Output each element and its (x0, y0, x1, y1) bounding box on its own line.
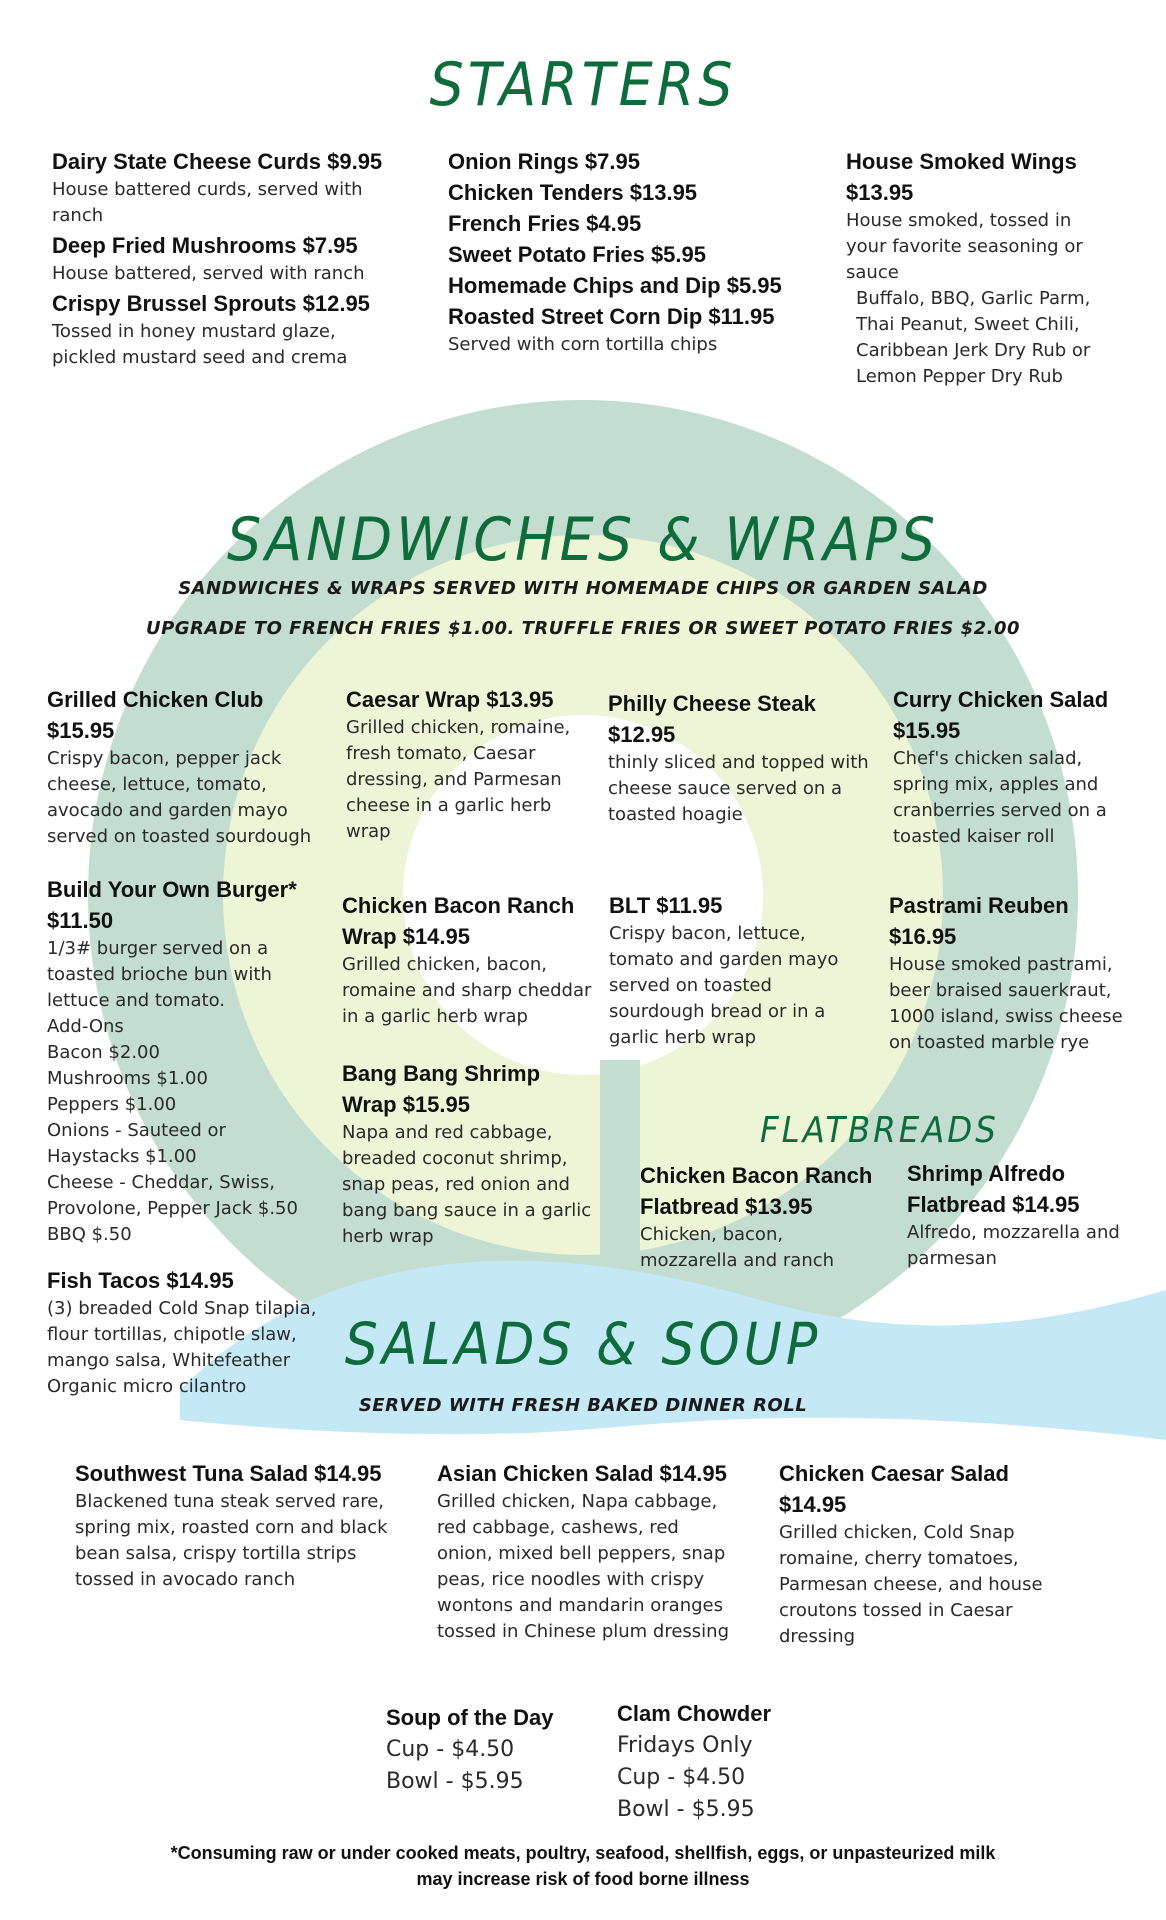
menu-item-bang-bang-shrimp-wrap (342, 1058, 597, 1250)
ring-stem (600, 1060, 640, 1280)
item-corn-dip: Roasted Street Corn Dip $11.95 (448, 304, 775, 329)
sandwiches-heading: SANDWICHES & WRAPS (226, 505, 940, 575)
item-desc: Blackened tuna steak served rare, spring mix, roasted corn and black bean salsa, crispy tortilla strips tossed in avocado ranch (75, 1491, 388, 1590)
item-name: Clam Chowder (617, 1701, 772, 1726)
addon-bbq: BBQ $.50 (47, 1224, 132, 1245)
menu-item-pastrami-reuben (889, 890, 1129, 1056)
item-name: Philly Cheese Steak $12.95 (608, 691, 816, 747)
menu-item-wings (846, 146, 1106, 390)
menu-item-build-burger (47, 874, 317, 1248)
item-name: Fish Tacos $14.95 (47, 1268, 234, 1293)
menu-item-curry-chicken-salad (893, 684, 1123, 850)
item-name: Caesar Wrap $13.95 (346, 687, 554, 712)
item-name: Grilled Chicken Club $15.95 (47, 687, 264, 743)
item-name: BLT $11.95 (609, 893, 723, 918)
item-name: Dairy State Cheese Curds $9.95 (52, 149, 383, 174)
menu-item-chicken-bacon-ranch-wrap (342, 890, 597, 1030)
menu-item-philly-cheese-steak (608, 688, 878, 828)
item-desc: Grilled chicken, romaine, fresh tomato, Caesar dressing, and Parmesan cheese in a garlic herb wrap (346, 717, 571, 842)
menu-item-blt (609, 890, 864, 1051)
item-french-fries: French Fries $4.95 (448, 211, 642, 236)
menu-item-cbr-flatbread (640, 1160, 885, 1274)
item-when: Fridays Only (617, 1733, 753, 1758)
starters-heading: STARTERS (429, 50, 737, 120)
item-cup: Cup - $4.50 (386, 1737, 515, 1762)
item-chicken-tenders: Chicken Tenders $13.95 (448, 180, 698, 205)
sandwiches-upgrade-note: UPGRADE TO FRENCH FRIES $1.00. TRUFFLE FRIES OR SWEET POTATO FRIES $2.00 (145, 618, 1021, 639)
menu-item-asian-chicken-salad (437, 1458, 737, 1645)
item-name: Bang Bang Shrimp Wrap $15.95 (342, 1061, 541, 1117)
item-sweet-potato-fries: Sweet Potato Fries $5.95 (448, 242, 706, 267)
item-onion-rings: Onion Rings $7.95 (448, 149, 640, 174)
item-corn-dip-desc: Served with corn tortilla chips (448, 334, 718, 355)
flatbreads-heading: FLATBREADS (760, 1110, 999, 1151)
item-name: Curry Chicken Salad $15.95 (893, 687, 1109, 743)
item-desc: Grilled chicken, bacon, romaine and sharp cheddar in a garlic herb wrap (342, 954, 592, 1027)
allergy-disclaimer (0, 1840, 1166, 1892)
addon-peppers: Peppers $1.00 (47, 1094, 177, 1115)
item-name: Shrimp Alfredo Flatbread $14.95 (907, 1161, 1080, 1217)
item-flavors: Buffalo, BBQ, Garlic Parm, Thai Peanut, Sweet Chili, Caribbean Jerk Dry Rub or Lemon Pepper Dry Rub (856, 288, 1091, 387)
addon-mushrooms: Mushrooms $1.00 (47, 1068, 208, 1089)
addon-onions: Onions - Sauteed or Haystacks $1.00 (47, 1120, 226, 1167)
item-name: Asian Chicken Salad $14.95 (437, 1461, 727, 1486)
item-desc: Crispy bacon, lettuce, tomato and garden mayo served on toasted sourdough bread or in a garlic herb wrap (609, 923, 839, 1048)
addon-cheese: Cheese - Cheddar, Swiss, Provolone, Pepper Jack $.50 (47, 1172, 298, 1219)
item-desc: House battered, served with ranch (52, 263, 365, 284)
salads-heading: SALADS & SOUP (344, 1310, 822, 1378)
menu-item-soup-of-day (386, 1702, 596, 1798)
menu-item-grilled-chicken-club (47, 684, 317, 850)
item-name: Chicken Caesar Salad $14.95 (779, 1461, 1009, 1517)
item-name: Pastrami Reuben $16.95 (889, 893, 1069, 949)
item-desc: House battered curds, served with ranch (52, 179, 363, 226)
menu-item-caesar-wrap (346, 684, 586, 845)
menu-item-brussel-sprouts (52, 288, 432, 371)
item-bowl: Bowl - $5.95 (617, 1797, 755, 1822)
item-name: House Smoked Wings $13.95 (846, 149, 1077, 205)
menu-item-mushrooms (52, 230, 432, 287)
menu-item-chicken-caesar-salad (779, 1458, 1044, 1650)
item-name: Chicken Bacon Ranch Flatbread $13.95 (640, 1163, 873, 1219)
item-cup: Cup - $4.50 (617, 1765, 746, 1790)
item-desc: Chef's chicken salad, spring mix, apples and cranberries served on a toasted kaiser roll (893, 748, 1107, 847)
item-desc: Tossed in honey mustard glaze, pickled mustard seed and crema (52, 321, 348, 368)
item-bowl: Bowl - $5.95 (386, 1769, 524, 1794)
item-desc: Napa and red cabbage, breaded coconut shrimp, snap peas, red onion and bang bang sauce in a garlic herb wrap (342, 1122, 592, 1247)
disclaimer-line-2: may increase risk of food borne illness (416, 1869, 750, 1889)
item-desc: Alfredo, mozzarella and parmesan (907, 1222, 1120, 1269)
item-desc: House smoked pastrami, beer braised sauerkraut, 1000 island, swiss cheese on toasted marble rye (889, 954, 1123, 1053)
disclaimer-line-1: *Consuming raw or under cooked meats, poultry, seafood, shellfish, eggs, or unpasteurized milk (170, 1843, 996, 1863)
item-name: Crispy Brussel Sprouts $12.95 (52, 291, 370, 316)
menu-list-fried-sides (448, 146, 848, 358)
item-desc: 1/3# burger served on a toasted brioche bun with lettuce and tomato. (47, 938, 272, 1011)
item-desc: Chicken, bacon, mozzarella and ranch (640, 1224, 835, 1271)
item-desc: Grilled chicken, Napa cabbage, red cabbage, cashews, red onion, mixed bell peppers, snap peas, rice noodles with crispy wontons and mandarin oranges tossed in Chinese plum dressing (437, 1491, 729, 1642)
item-name: Build Your Own Burger* $11.50 (47, 877, 297, 933)
item-desc: Crispy bacon, pepper jack cheese, lettuce, tomato, avocado and garden mayo served on toasted sourdough (47, 748, 312, 847)
item-name: Deep Fried Mushrooms $7.95 (52, 233, 358, 258)
item-desc: (3) breaded Cold Snap tilapia, flour tortillas, chipotle slaw, mango salsa, Whitefeather Organic micro cilantro (47, 1298, 317, 1397)
item-chips-dip: Homemade Chips and Dip $5.95 (448, 273, 782, 298)
salads-subheading: SERVED WITH FRESH BAKED DINNER ROLL (358, 1395, 808, 1416)
addon-bacon: Bacon $2.00 (47, 1042, 160, 1063)
menu-item-alfredo-flatbread (907, 1158, 1132, 1272)
item-name: Southwest Tuna Salad $14.95 (75, 1461, 382, 1486)
menu-item-cheese-curds (52, 146, 412, 229)
menu-item-tuna-salad (75, 1458, 395, 1593)
item-name: Soup of the Day (386, 1705, 554, 1730)
menu-item-clam-chowder (617, 1698, 827, 1826)
item-desc: Grilled chicken, Cold Snap romaine, cherry tomatoes, Parmesan cheese, and house croutons tossed in Caesar dressing (779, 1522, 1043, 1647)
sandwiches-subheading: SANDWICHES & WRAPS SERVED WITH HOMEMADE CHIPS OR GARDEN SALAD (178, 578, 988, 599)
item-name: Chicken Bacon Ranch Wrap $14.95 (342, 893, 575, 949)
item-desc: thinly sliced and topped with cheese sauce served on a toasted hoagie (608, 752, 869, 825)
addons-title: Add-Ons (47, 1016, 124, 1037)
item-desc: House smoked, tossed in your favorite seasoning or sauce (846, 210, 1083, 283)
